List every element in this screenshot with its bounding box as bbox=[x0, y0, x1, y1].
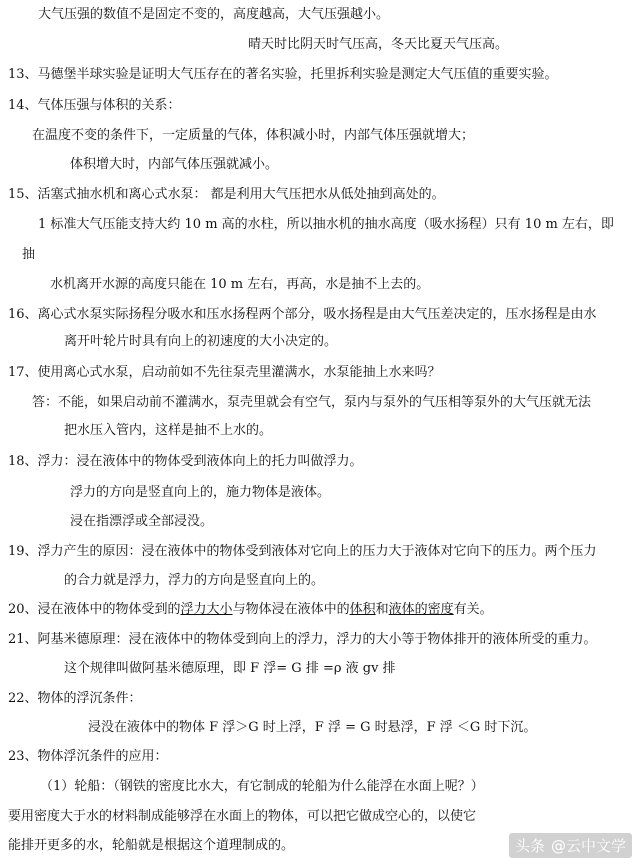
text-line: 1 标准大气压能支持大约 10 m 高的水柱，所以抽水机的抽水高度（吸水扬程）只有 10 m 左右，即 bbox=[38, 217, 614, 232]
text-line: 19、浮力产生的原因：浸在液体中的物体受到液体对它向上的压力大于液体对它向下的压力。两个压力 bbox=[8, 544, 597, 559]
text-line: 水机离开水源的高度只能在 10 m 左右，再高，水是抽不上去的。 bbox=[50, 277, 430, 292]
text-line: 17、使用离心式水泵，启动前如不先往泵壳里灌满水，水泵能抽上水来吗？ bbox=[8, 365, 441, 380]
watermark-author: @云中文学 bbox=[550, 837, 626, 855]
watermark-source: 头条 bbox=[514, 837, 545, 855]
text-line: 23、物体浮沉条件的应用： bbox=[8, 749, 168, 764]
text-line: 18、浮力：浸在液体中的物体受到液体向上的托力叫做浮力。 bbox=[8, 454, 363, 469]
text-segment: 和 bbox=[375, 602, 389, 617]
text-line: 体积增大时，内部气体压强就减小。 bbox=[70, 157, 279, 172]
text-line: 答：不能，如果启动前不灌满水，泵壳里就会有空气，泵内与泵外的气压相等泵外的大气压就无法 bbox=[32, 395, 592, 410]
text-line: 在温度不变的条件下，一定质量的气体，体积减小时，内部气体压强就增大； bbox=[32, 128, 475, 143]
text-line: 大气压强的数值不是固定不变的，高度越高，大气压强越小。 bbox=[38, 7, 390, 22]
underlined-term: 浮力大小 bbox=[180, 602, 233, 617]
text-line: （1）轮船：（钢铁的密度比水大，有它制成的轮船为什么能浮在水面上呢？） bbox=[40, 779, 484, 794]
text-segment: 与物体浸在液体中的 bbox=[232, 602, 350, 617]
underlined-term: 液体的密度 bbox=[388, 602, 454, 617]
text-line: 这个规律叫做阿基米德原理，即 F 浮= G 排 =ρ 液 gv 排 bbox=[64, 661, 396, 676]
text-segment: 20、浸在液体中的物体受到的 bbox=[8, 602, 181, 617]
text-line: 把水压入管内，这样是抽不上水的。 bbox=[64, 423, 273, 438]
text-segment: 有关。 bbox=[453, 602, 493, 617]
underlined-term: 体积 bbox=[349, 602, 376, 617]
text-line: 浸在指漂浮或全部浸没。 bbox=[70, 514, 214, 529]
text-line: 14、气体压强与体积的关系： bbox=[8, 98, 181, 113]
text-line: 离开叶轮片时具有向上的初速度的大小决定的。 bbox=[64, 334, 338, 349]
text-line: 13、马德堡半球实验是证明大气压存在的著名实验，托里拆利实验是测定大气压值的重要实验。 bbox=[8, 67, 558, 82]
text-line: 抽 bbox=[22, 247, 36, 262]
text-line: 的合力就是浮力，浮力的方向是竖直向上的。 bbox=[64, 573, 325, 588]
text-line: 浸没在液体中的物体 F 浮＞G 时上浮，F 浮 = G 时悬浮，F 浮 ＜G 时下沉。 bbox=[88, 720, 537, 735]
text-line: 晴天时比阴天时气压高，冬天比夏天气压高。 bbox=[248, 37, 509, 52]
text-line bbox=[8, 601, 493, 619]
watermark bbox=[509, 833, 632, 858]
text-line: 21、阿基米德原理：浸在液体中的物体受到向上的浮力，浮力的大小等于物体排开的液体所受的重力。 bbox=[8, 632, 597, 647]
text-line: 16、离心式水泵实际扬程分吸水和压水扬程两个部分，吸水扬程是由大气压差决定的，压水扬程是由水 bbox=[8, 307, 597, 322]
text-line: 浮力的方向是竖直向上的，施力物体是液体。 bbox=[70, 485, 331, 500]
text-line: 要用密度大于水的材料制成能够浮在水面上的物体，可以把它做成空心的，以使它 bbox=[8, 809, 477, 824]
text-line: 能排开更多的水，轮船就是根据这个道理制成的。 bbox=[8, 838, 295, 853]
text-line: 15、活塞式抽水机和离心式水泵： 都是利用大气压把水从低处抽到高处的。 bbox=[8, 187, 445, 202]
text-line: 22、物体的浮沉条件： bbox=[8, 691, 142, 706]
